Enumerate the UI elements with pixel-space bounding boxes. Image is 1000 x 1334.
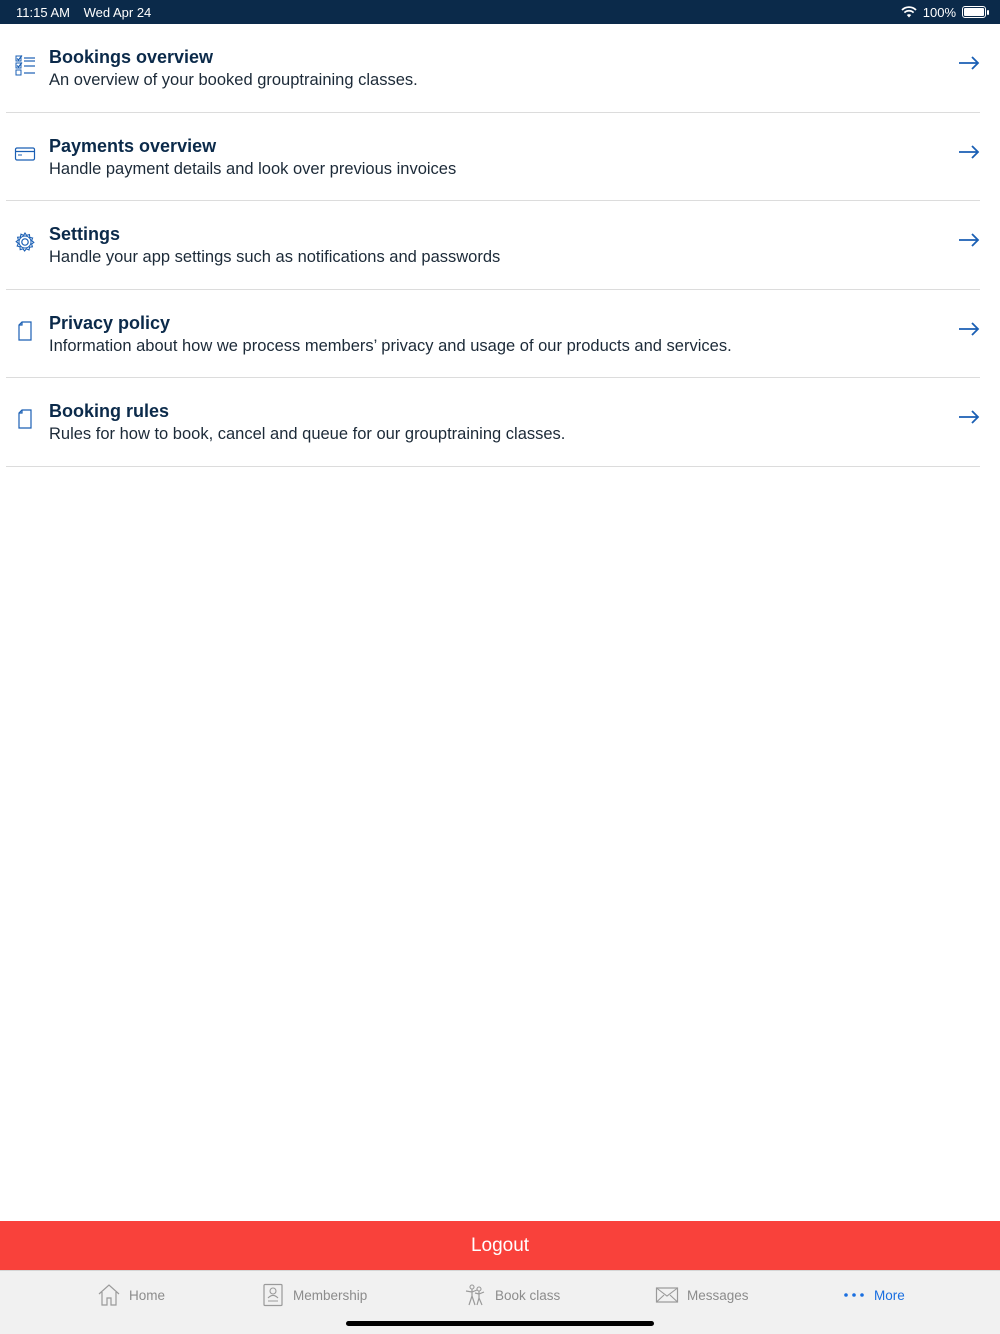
arrow-right-icon (958, 409, 980, 425)
tab-more-label: More (874, 1287, 905, 1303)
menu-item-payments-overview[interactable] (6, 113, 980, 202)
menu-item-booking-rules[interactable] (6, 378, 980, 467)
menu-item-subtitle: Handle your app settings such as notifications and passwords (49, 248, 501, 266)
arrow-right-icon (958, 55, 980, 71)
tab-membership[interactable] (261, 1283, 367, 1307)
document-icon (14, 320, 36, 342)
menu-item-title: Settings (49, 224, 121, 244)
arrow-right-icon (958, 232, 980, 248)
status-date: Wed Apr 24 (83, 4, 152, 20)
logout-button[interactable]: Logout (0, 1221, 1000, 1270)
menu-item-settings[interactable] (6, 201, 980, 290)
menu-item-subtitle: Rules for how to book, cancel and queue for our grouptraining classes. (49, 425, 566, 443)
checklist-icon (14, 54, 36, 76)
tab-book-class-label: Book class (495, 1287, 561, 1303)
arrow-right-icon (958, 144, 980, 160)
status-bar (0, 0, 1000, 24)
home-indicator (346, 1321, 654, 1326)
tab-home-label: Home (129, 1287, 166, 1303)
credit-card-icon (14, 143, 36, 165)
tab-messages[interactable] (655, 1283, 749, 1307)
menu-item-subtitle: An overview of your booked grouptraining classes. (49, 71, 418, 89)
tab-messages-label: Messages (687, 1287, 749, 1303)
menu-item-title: Bookings overview (49, 47, 214, 67)
menu-item-bookings-overview[interactable] (6, 24, 980, 113)
group-training-icon (463, 1283, 487, 1307)
home-icon (97, 1283, 121, 1307)
menu-item-title: Payments overview (49, 135, 217, 156)
arrow-right-icon (958, 321, 980, 337)
menu-item-title: Privacy policy (49, 312, 171, 333)
battery-icon (962, 6, 986, 18)
membership-card-icon (261, 1283, 285, 1307)
battery-percent: 100% (922, 4, 956, 20)
gear-icon (14, 231, 36, 253)
status-time: 11:15 AM (16, 4, 70, 20)
more-menu-list (6, 24, 980, 467)
wifi-icon (901, 6, 917, 18)
envelope-icon (655, 1283, 679, 1307)
menu-item-subtitle: Information about how we process members’ privacy and usage of our products and services. (49, 336, 732, 355)
menu-item-subtitle: Handle payment details and look over previous invoices (49, 159, 457, 178)
menu-item-title: Booking rules (49, 401, 170, 421)
tab-home[interactable] (97, 1283, 165, 1307)
tab-more[interactable] (842, 1283, 905, 1307)
tab-membership-label: Membership (293, 1287, 368, 1303)
menu-item-privacy-policy[interactable] (6, 290, 980, 379)
more-dots-icon (842, 1283, 866, 1307)
tab-book-class[interactable] (463, 1283, 560, 1307)
document-icon (14, 408, 36, 430)
